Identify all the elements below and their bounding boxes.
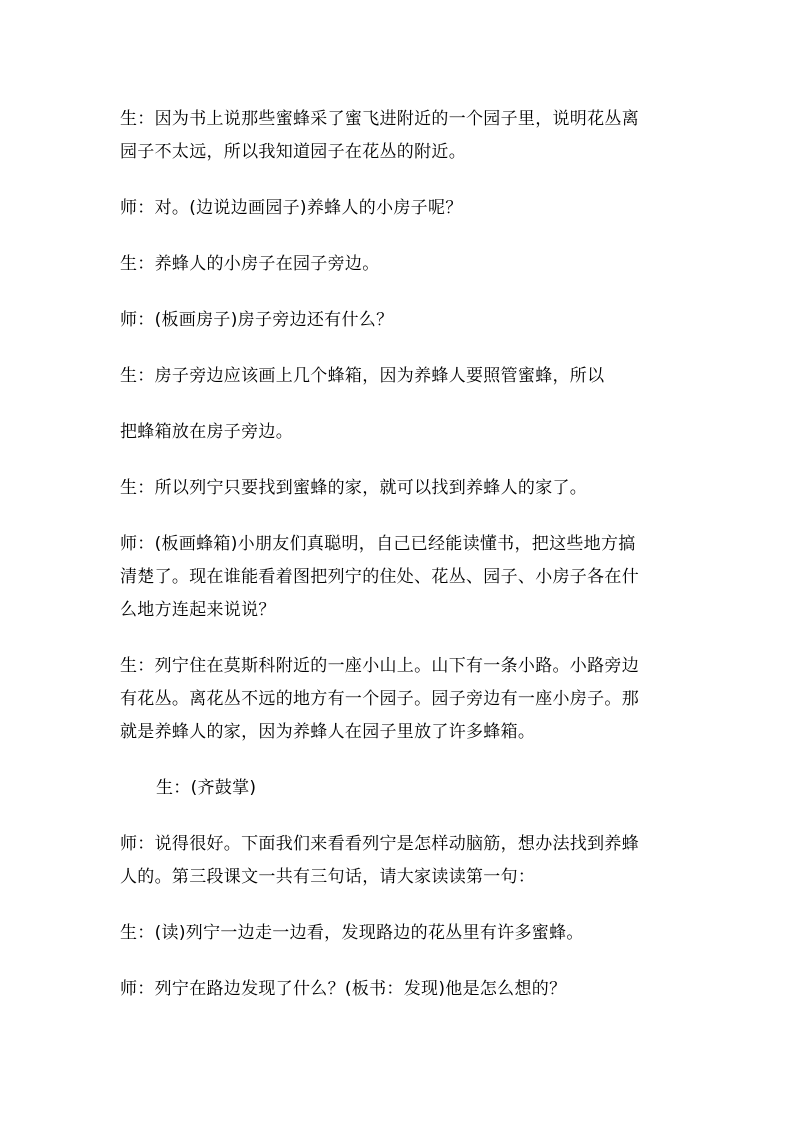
- paragraph-line: 么地方连起来说说？: [120, 600, 276, 620]
- paragraph-5: [120, 360, 680, 393]
- paragraph-13: [120, 973, 680, 1006]
- paragraph-line: 师：(板画蜂箱)小朋友们真聪明，自己已经能读懂书，把这些地方搞: [120, 534, 636, 554]
- paragraph-11: [120, 828, 680, 894]
- paragraph-9: [120, 650, 680, 749]
- paragraph-line: 师：对。(边说边画园子)养蜂人的小房子呢？: [120, 198, 463, 218]
- paragraph-4: [120, 304, 680, 337]
- paragraph-10: [120, 772, 680, 805]
- paragraph-line: 生：列宁住在莫斯科附近的一座小山上。山下有一条小路。小路旁边: [120, 656, 639, 676]
- paragraph-8: [120, 528, 680, 627]
- paragraph-2: [120, 192, 680, 225]
- paragraph-7: [120, 472, 680, 505]
- paragraph-line: 生：所以列宁只要找到蜜蜂的家，就可以找到养蜂人的家了。: [120, 478, 588, 498]
- paragraph-12: [120, 917, 680, 950]
- paragraph-line: 有花丛。离花丛不远的地方有一个园子。园子旁边有一座小房子。那: [120, 689, 639, 709]
- paragraph-line: 生：因为书上说那些蜜蜂采了蜜飞进附近的一个园子里，说明花丛离: [120, 109, 639, 129]
- paragraph-line: 师：列宁在路边发现了什么？(板书：发现)他是怎么想的？: [120, 979, 567, 999]
- paragraph-3: [120, 248, 680, 281]
- paragraph-1: [120, 103, 680, 169]
- paragraph-line: 生：养蜂人的小房子在园子旁边。: [120, 254, 380, 274]
- paragraph-line: 把蜂箱放在房子旁边。: [120, 422, 293, 442]
- paragraph-line: 师：(板画房子)房子旁边还有什么？: [120, 310, 394, 330]
- paragraph-line: 生：(读)列宁一边走一边看，发现路边的花丛里有许多蜜蜂。: [120, 923, 584, 943]
- paragraph-line: 就是养蜂人的家，因为养蜂人在园子里放了许多蜂箱。: [120, 722, 536, 742]
- paragraph-line: 清楚了。现在谁能看着图把列宁的住处、花丛、园子、小房子各在什: [120, 567, 639, 587]
- paragraph-line: 园子不太远，所以我知道园子在花丛的附近。: [120, 142, 466, 162]
- paragraph-line: 生：(齐鼓掌): [156, 778, 257, 798]
- paragraph-6: [120, 416, 680, 449]
- paragraph-line: 师：说得很好。下面我们来看看列宁是怎样动脑筋，想办法找到养蜂: [120, 834, 639, 854]
- dialogue-text: [120, 103, 680, 1029]
- paragraph-line: 生：房子旁边应该画上几个蜂箱，因为养蜂人要照管蜜蜂，所以: [120, 366, 605, 386]
- paragraph-line: 人的。第三段课文一共有三句话，请大家读读第一句：: [120, 867, 536, 887]
